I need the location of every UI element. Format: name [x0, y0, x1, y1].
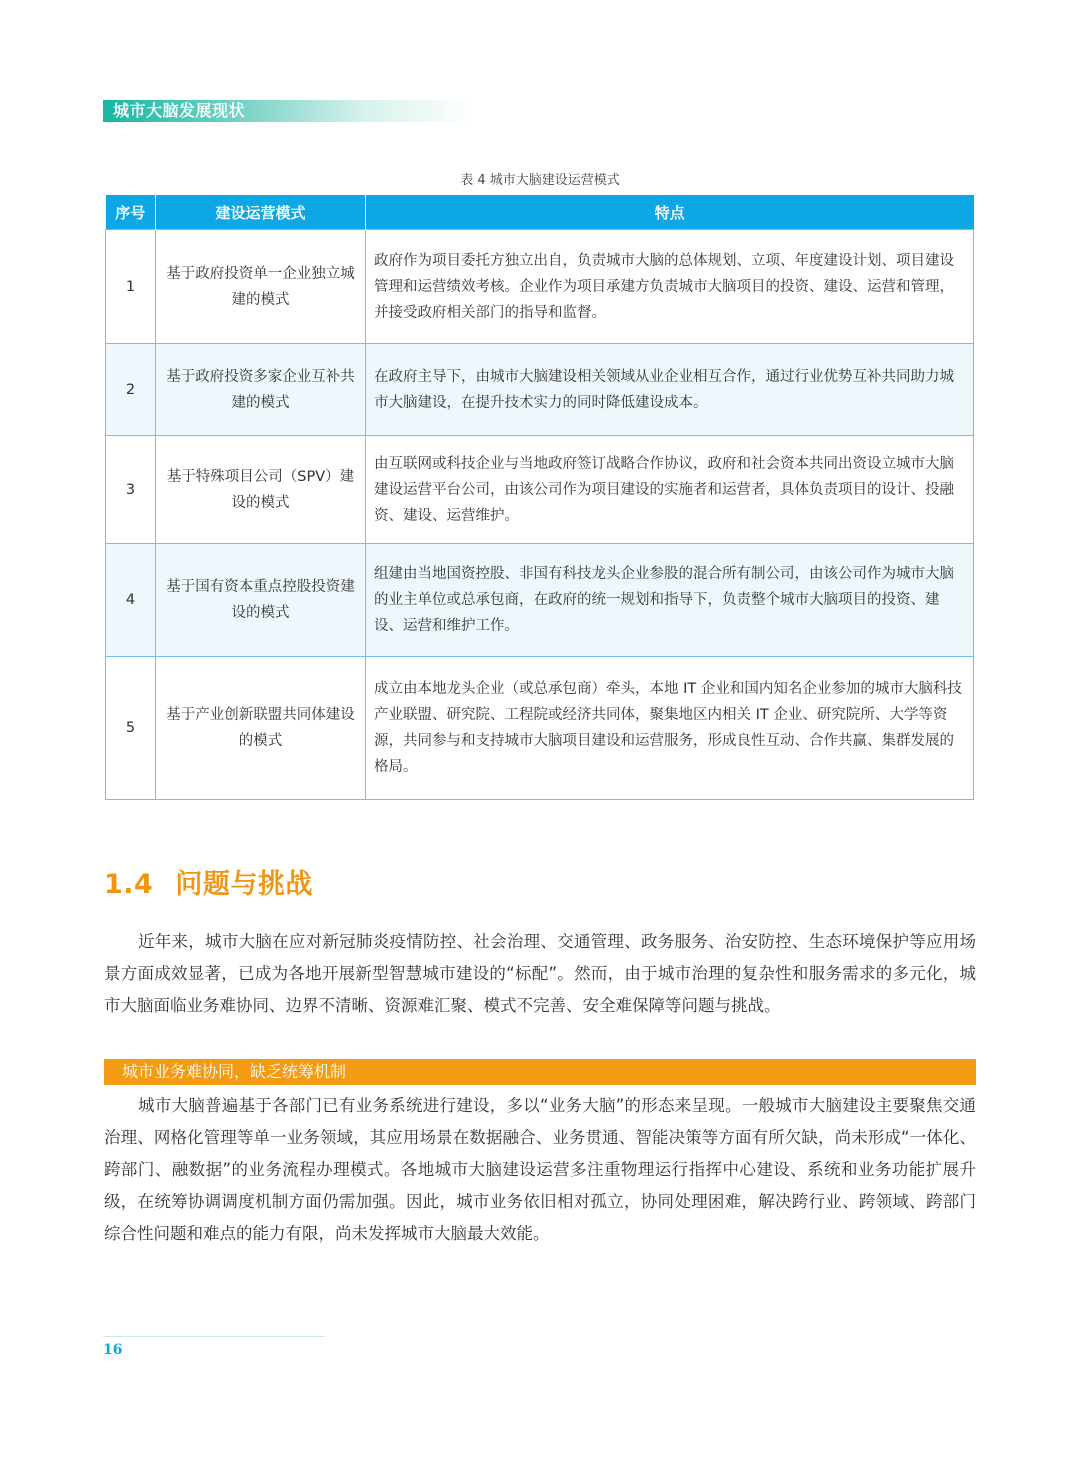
row-number: 1: [106, 230, 156, 344]
row-feature: 由互联网或科技企业与当地政府签订战略合作协议，政府和社会资本共同出资设立城市大脑建设运营平台公司，由该公司作为项目建设的实施者和运营者，具体负责项目的设计、投融资、建设、运营维护。: [366, 436, 974, 544]
section-title: [104, 862, 313, 901]
row-mode: 基于产业创新联盟共同体建设的模式: [156, 657, 366, 800]
column-header-number: 序号: [106, 195, 156, 230]
intro-paragraph: 近年来，城市大脑在应对新冠肺炎疫情防控、社会治理、交通管理、政务服务、治安防控、生态环境保护等应用场景方面成效显著，已成为各地开展新型智慧城市建设的“标配”。然而，由于城市治理的复杂性和服务需求的多元化，城市大脑面临业务难协同、边界不清晰、资源难汇聚、模式不完善、安全难保障等问题与挑战。: [104, 932, 976, 1015]
row-mode: 基于特殊项目公司（SPV）建设的模式: [156, 436, 366, 544]
row-number: 2: [106, 344, 156, 436]
table-caption: 表 4 城市大脑建设运营模式: [460, 173, 620, 188]
column-header-mode: 建设运营模式: [156, 195, 366, 230]
table-row: [106, 544, 974, 657]
row-mode: 基于政府投资单一企业独立城建的模式: [156, 230, 366, 344]
table-row: [106, 230, 974, 344]
row-feature: 政府作为项目委托方独立出自，负责城市大脑的总体规划、立项、年度建设计划、项目建设管理和运营绩效考核。企业作为项目承建方负责城市大脑项目的投资、建设、运营和管理，并接受政府相关部门的指导和监督。: [366, 230, 974, 344]
subheading-band: [104, 1059, 976, 1085]
row-mode: 基于国有资本重点控股投资建设的模式: [156, 544, 366, 657]
section-number: 1.4: [104, 869, 154, 900]
section-title-text: 问题与挑战: [175, 869, 313, 900]
construction-modes-table: [105, 195, 974, 800]
section-header-band: [103, 100, 473, 122]
row-feature: 组建由当地国资控股、非国有科技龙头企业参股的混合所有制公司，由该公司作为城市大脑的业主单位或总承包商，在政府的统一规划和指导下，负责整个城市大脑项目的投资、建设、运营和维护工作。: [366, 544, 974, 657]
column-header-feature: 特点: [366, 195, 974, 230]
row-number: 5: [106, 657, 156, 800]
page-number: 16: [103, 1342, 123, 1358]
row-number: 4: [106, 544, 156, 657]
footer-divider: [103, 1336, 325, 1337]
row-mode: 基于政府投资多家企业互补共建的模式: [156, 344, 366, 436]
subheading-text: 城市业务难协同，缺乏统筹机制: [122, 1062, 347, 1081]
table-row: [106, 436, 974, 544]
table-row: [106, 344, 974, 436]
table-header-row: [106, 195, 974, 230]
section-header-label: 城市大脑发展现状: [113, 101, 246, 120]
row-number: 3: [106, 436, 156, 544]
row-feature: 成立由本地龙头企业（或总承包商）牵头，本地 IT 企业和国内知名企业参加的城市大脑科技产业联盟、研究院、工程院或经济共同体，聚集地区内相关 IT 企业、研究院所、大学等资源，共同参与和支持城市大脑项目建设和运营服务，形成良性互动、合作共赢、集群发展的格局。: [366, 657, 974, 800]
body-paragraph: 城市大脑普遍基于各部门已有业务系统进行建设，多以“业务大脑”的形态来呈现。一般城市大脑建设主要聚焦交通治理、网格化管理等单一业务领域，其应用场景在数据融合、业务贯通、智能决策等方面有所欠缺，尚未形成“一体化、跨部门、融数据”的业务流程办理模式。各地城市大脑建设运营多注重物理运行指挥中心建设、系统和业务功能扩展升级，在统筹协调调度机制方面仍需加强。因此，城市业务依旧相对孤立，协同处理困难，解决跨行业、跨领域、跨部门综合性问题和难点的能力有限，尚未发挥城市大脑最大效能。: [104, 1096, 976, 1243]
table-row: [106, 657, 974, 800]
row-feature: 在政府主导下，由城市大脑建设相关领域从业企业相互合作，通过行业优势互补共同助力城市大脑建设，在提升技术实力的同时降低建设成本。: [366, 344, 974, 436]
